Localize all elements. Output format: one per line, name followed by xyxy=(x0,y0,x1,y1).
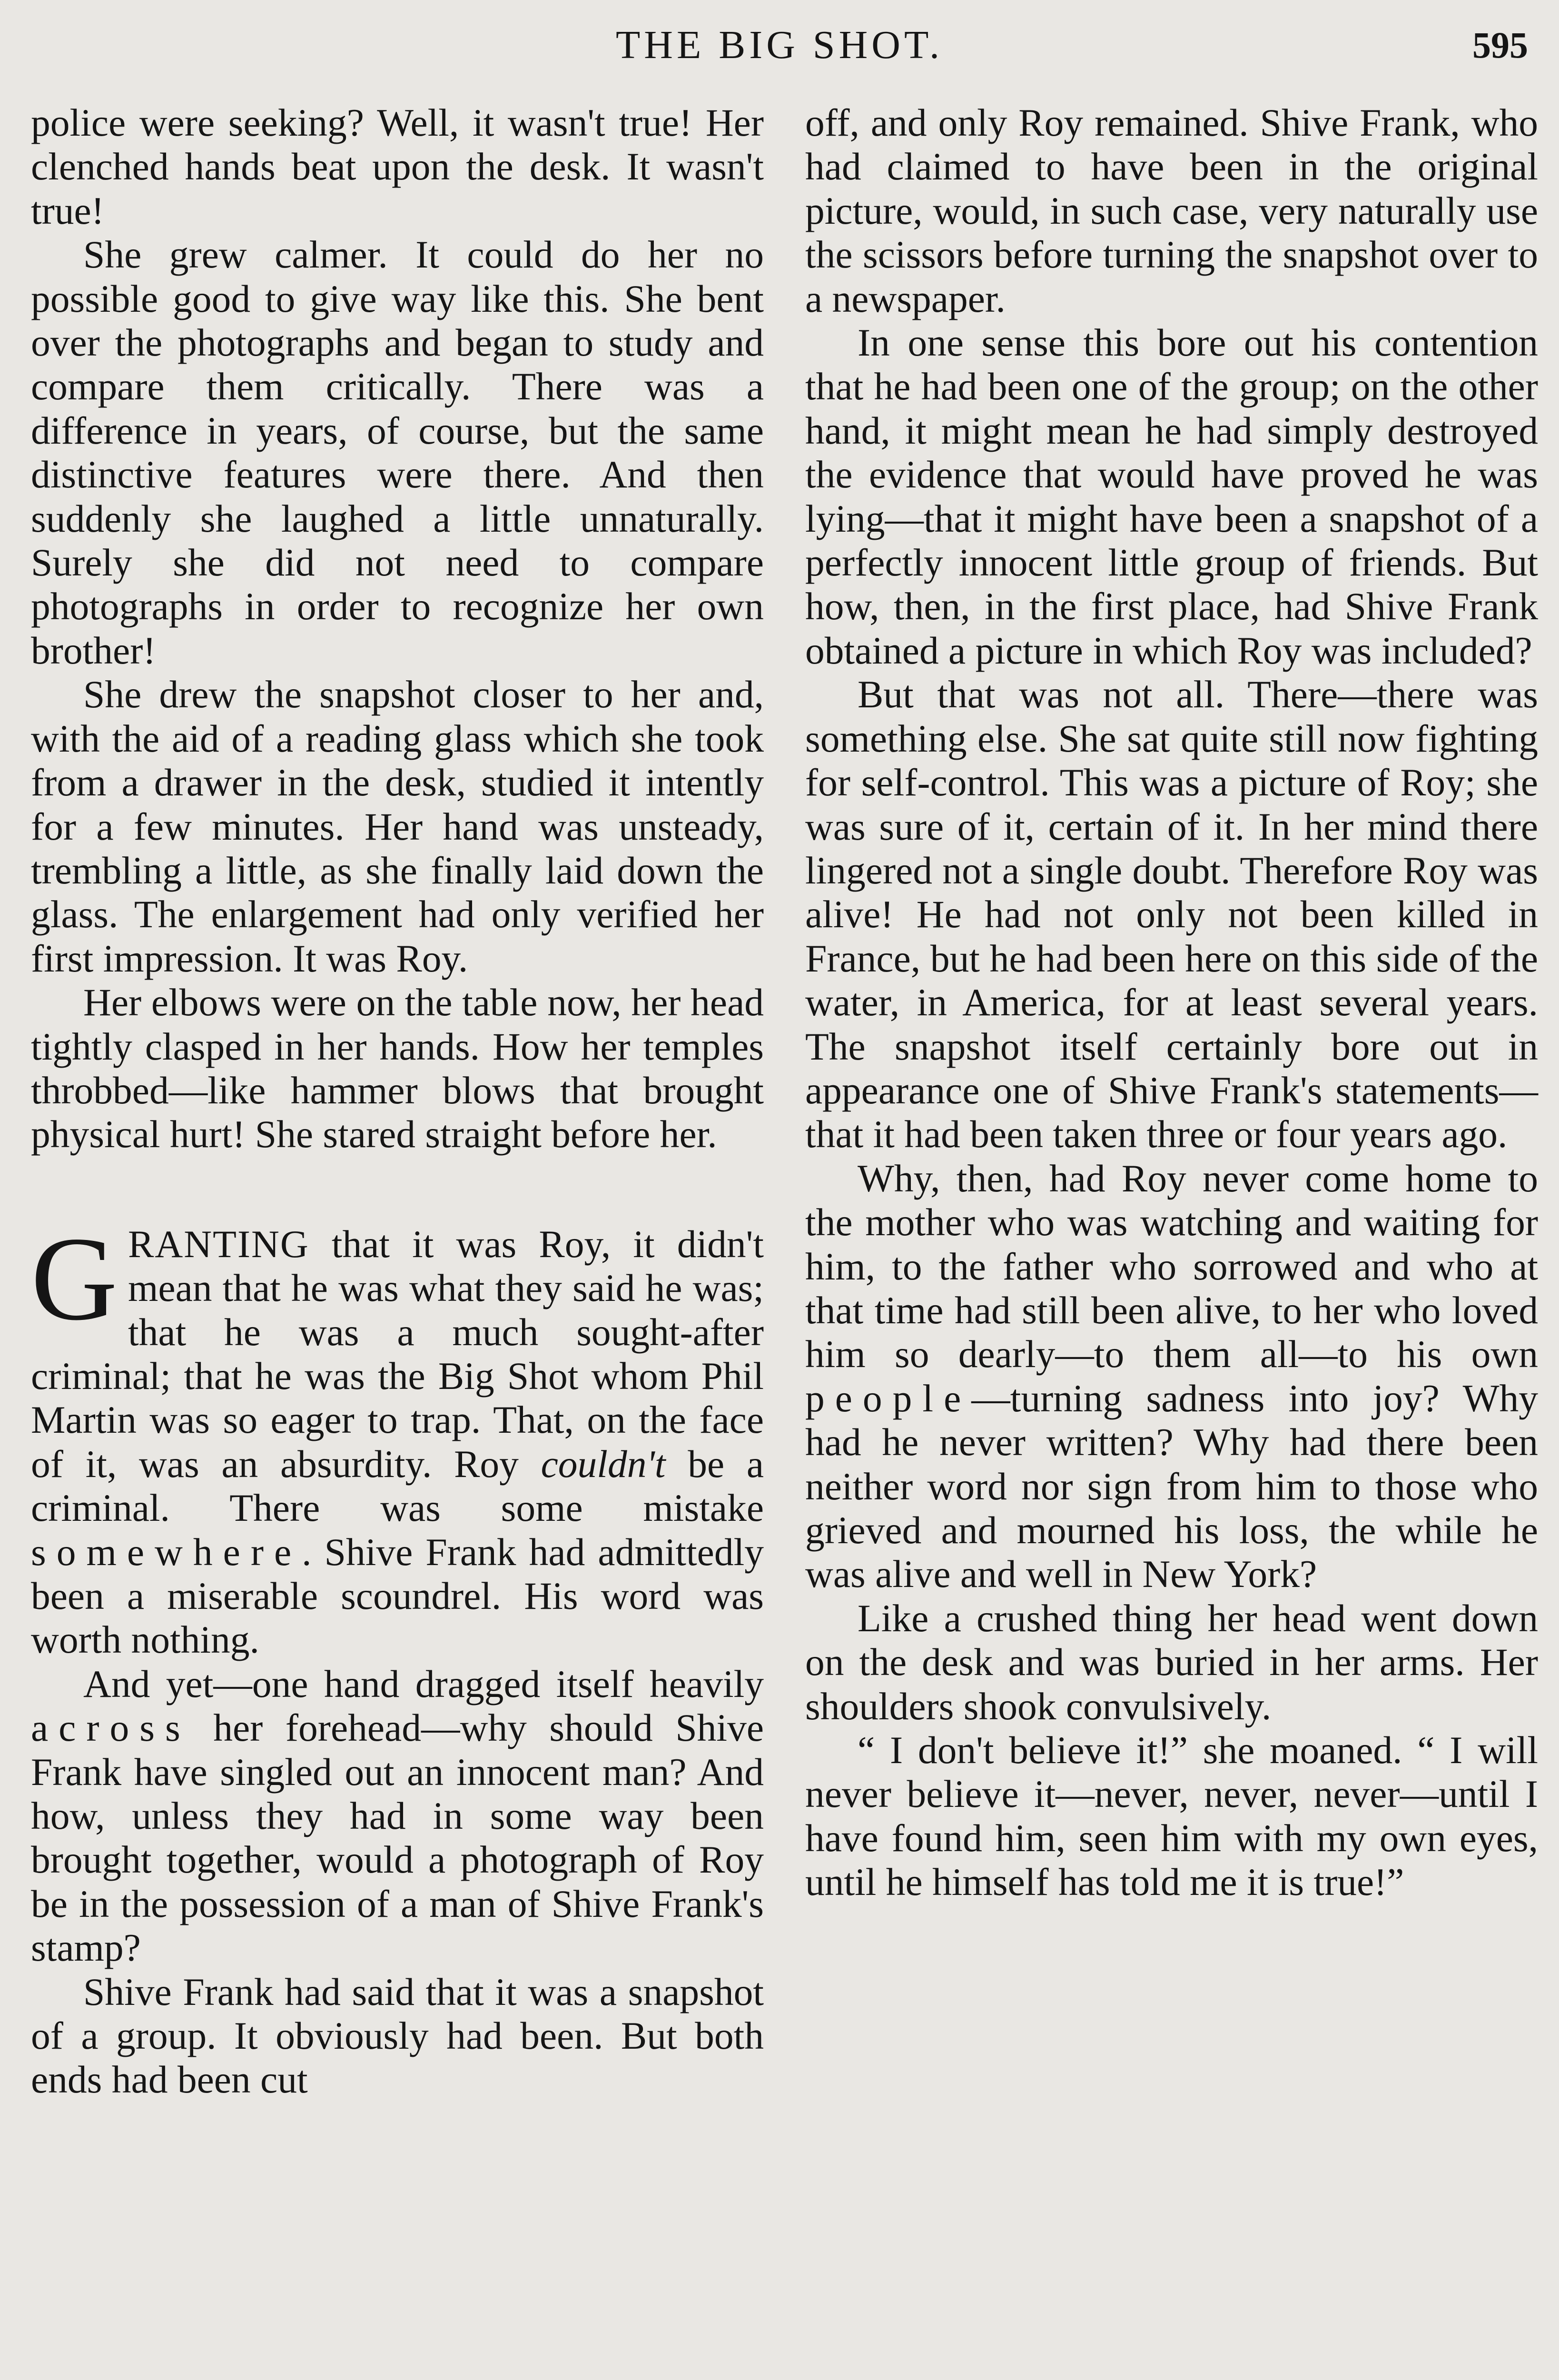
italic-word: couldn't xyxy=(541,1442,666,1486)
paragraph: Her elbows were on the table now, her head tightly clasped in her hands. How her temples throbbed—like hammer blows that brought physical hurt! She stared straight before her. xyxy=(31,981,764,1156)
letterspaced-word: somewhere xyxy=(31,1530,302,1574)
text-run: —turning sadness into joy? Why had he never written? Why had there been neither word nor sign from him to those who grieved and mourned his loss, the while he was alive and well in New York? xyxy=(805,1376,1538,1596)
page-header xyxy=(0,19,1559,71)
paragraph: “ I don't believe it!” she moaned. “ I will never believe it—never, never, never—until I have found him, seen him with my own eyes, until he himself has told me it is true!” xyxy=(805,1728,1538,1904)
paragraph: Shive Frank had said that it was a snapshot of a group. It obviously had been. But both ends had been cut xyxy=(31,1970,764,2102)
text-run: that it was Roy, it didn't mean that he was what they said he was; that he was a much sought-after criminal; that he was the Big Shot whom Phil Martin was so eager to trap. That, on the face of it, was an absurdity. Roy xyxy=(31,1222,764,1486)
paragraph: Like a crushed thing her head went down on the desk and was buried in her arms. Her shoulders shook convulsively. xyxy=(805,1596,1538,1728)
small-caps-lead: RANTING xyxy=(128,1222,309,1266)
paragraph xyxy=(805,1157,1538,1597)
paragraph: She drew the snapshot closer to her and, with the aid of a reading glass which she took from a drawer in the desk, studied it intently for a few minutes. Her hand was unsteady, trembling a little, as she finally laid down the glass. The enlargement had only verified her first impression. It was Roy. xyxy=(31,673,764,980)
right-column xyxy=(805,101,1538,1904)
running-title: THE BIG SHOT. xyxy=(615,23,944,67)
left-column xyxy=(31,101,764,2102)
text-run: And yet—one hand dragged itself heavily xyxy=(83,1662,764,1706)
drop-cap: G xyxy=(31,1211,118,1345)
paragraph: off, and only Roy remained. Shive Frank, who had claimed to have been in the original picture, would, in such case, very naturally use the scissors before turning the snapshot over to a newspaper. xyxy=(805,101,1538,320)
text-run: Why, then, had Roy never come home to the mother who was watching and waiting for him, to the father who sorrowed and who at that time had still been alive, to her who loved him so dearly—to them all—to his own xyxy=(805,1156,1538,1376)
text-run: . Shive Frank had admittedly been a miserable scoundrel. His word was worth nothing. xyxy=(31,1530,764,1662)
paragraph: But that was not all. There—there was something else. She sat quite still now fighting for self-control. This was a picture of Roy; she was sure of it, certain of it. In her mind there lingered not a single doubt. Therefore Roy was alive! He had not only not been killed in France, but he had been here on this side of the water, in America, for at least several years. The snapshot itself certainly bore out in appearance one of Shive Frank's statements—that it had been taken three or four years ago. xyxy=(805,673,1538,1156)
section-opening-paragraph xyxy=(31,1211,764,1662)
paragraph: She grew calmer. It could do her no possible good to give way like this. She bent over the photographs and began to study and compare them critically. There was a difference in years, of course, but the same distinctive features were there. And then suddenly she laughed a little unnaturally. Surely she did not need to compare photographs in order to recognize her own brother! xyxy=(31,233,764,672)
text-run: be a criminal. There was some mistake xyxy=(31,1442,764,1530)
letterspaced-word: across xyxy=(31,1706,191,1750)
page-number: 595 xyxy=(1472,24,1528,66)
paragraph xyxy=(31,1662,764,1970)
paragraph: police were seeking? Well, it wasn't true! Her clenched hands beat upon the desk. It wasn't true! xyxy=(31,101,764,232)
paragraph: In one sense this bore out his contention that he had been one of the group; on the other hand, it might mean he had simply destroyed the evidence that would have proved he was lying—that it might have been a snapshot of a perfectly innocent little group of friends. But how, then, in the first place, had Shive Frank obtained a picture in which Roy was included? xyxy=(805,321,1538,672)
text-run: her forehead—why should Shive Frank have singled out an innocent man? And how, unless they had in some way been brought together, would a photograph of Roy be in the possession of a man of Shive Frank's stamp? xyxy=(31,1706,764,1970)
letterspaced-word: people xyxy=(805,1376,972,1420)
